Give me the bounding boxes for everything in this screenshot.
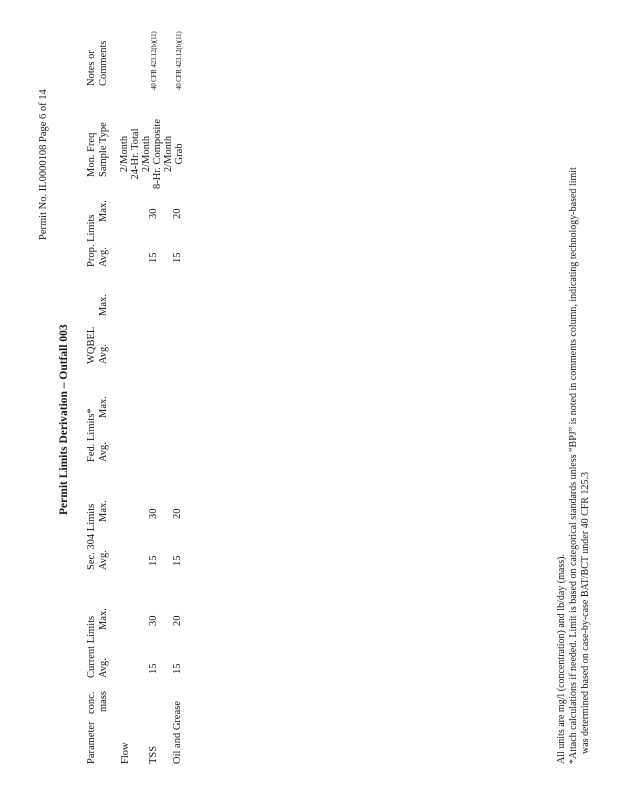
col-sec304-limits: Sec. 304 Limits (86, 503, 97, 570)
row-prop-max: 20 (172, 208, 183, 219)
row-current-avg: 15 (148, 663, 159, 674)
col-prop-max: Max. (98, 200, 109, 222)
calculation-note-continued: was determined based on case-by-case BAT/BCT under 40 CFR 125.3 (580, 472, 591, 754)
row-sample-type: 24-Hr. Total (130, 128, 141, 180)
col-conc: conc. (86, 691, 97, 714)
page-title: Permit Limits Derivation – Outfall 003 (58, 324, 70, 515)
col-wqbel-max: Max. (98, 294, 109, 316)
units-note: All units are mg/l (concentration) and lb/day (mass). (556, 554, 567, 764)
col-mass: mass (98, 691, 109, 712)
col-fed-avg: Avg. (98, 442, 109, 462)
col-parameter: Parameter (86, 721, 97, 764)
row-parameter: Oil and Grease (172, 701, 183, 764)
col-comments: Comments (98, 40, 109, 86)
col-sec304-max: Max. (98, 500, 109, 522)
permit-reference: Permit No. IL0000108 Page 6 of 14 (38, 89, 49, 240)
col-notes: Notes or (86, 50, 97, 86)
col-mon-freq: Mon. Freq (86, 132, 97, 177)
row-mon-freq: 2/Month (163, 135, 174, 173)
col-prop-limits: Prop. Limits (86, 214, 97, 267)
row-prop-avg: 15 (172, 252, 183, 263)
row-sample-type: Grab (174, 143, 185, 165)
row-parameter: TSS (148, 745, 159, 764)
row-prop-avg: 15 (148, 252, 159, 263)
col-sec304-avg: Avg. (98, 550, 109, 570)
row-sample-type: 8-Hr. Composite (152, 119, 163, 189)
row-current-max: 30 (148, 615, 159, 626)
row-current-avg: 15 (172, 663, 183, 674)
row-current-max: 20 (172, 615, 183, 626)
calculation-note: *Attach calculations if needed. Limit is based on categorical standards unless “BPJ” is noted in comments column, indicating technology-based limit (568, 167, 579, 764)
col-fed-max: Max. (98, 396, 109, 418)
row-sec304-avg: 15 (148, 555, 159, 566)
col-current-max: Max. (98, 608, 109, 630)
row-sec304-max: 20 (172, 508, 183, 519)
row-sec304-avg: 15 (172, 555, 183, 566)
row-notes: 40 CFR 423.12(b)(11) (150, 31, 158, 90)
row-sec304-max: 30 (148, 508, 159, 519)
col-current-limits: Current Limits (86, 615, 97, 678)
row-notes: 40 CFR 423.12(b)(11) (175, 31, 183, 90)
row-mon-freq: 2/Month (119, 135, 130, 173)
row-prop-max: 30 (148, 208, 159, 219)
col-sample-type: Sample Type (98, 122, 109, 177)
row-parameter: Flow (120, 742, 131, 764)
col-fed-limits: Fed. Limits* (86, 408, 97, 462)
row-mon-freq: 2/Month (141, 135, 152, 173)
col-current-avg: Avg. (98, 658, 109, 678)
col-wqbel-avg: Avg. (98, 344, 109, 364)
col-prop-avg: Avg. (98, 247, 109, 267)
col-wqbel: WQBEL (86, 326, 97, 364)
